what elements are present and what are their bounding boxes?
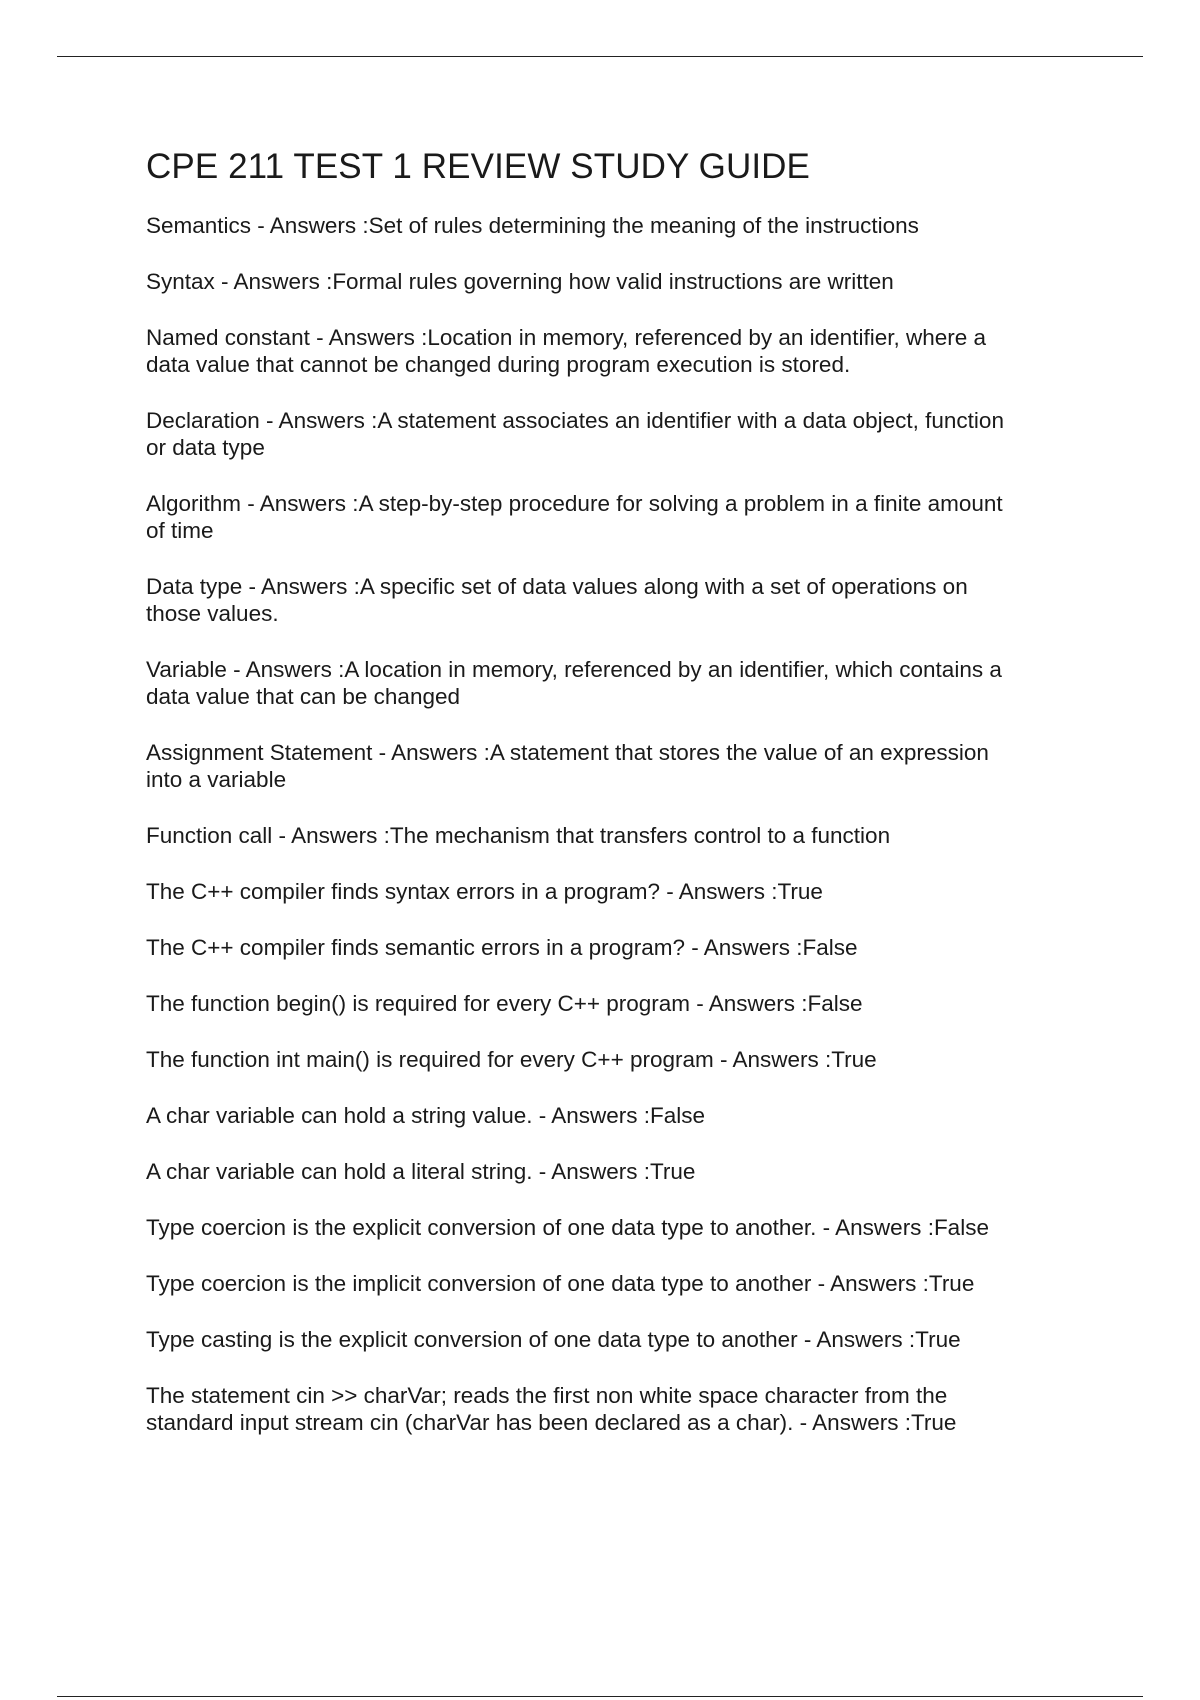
qa-item: Semantics - Answers :Set of rules determining the meaning of the instructions xyxy=(146,213,919,238)
qa-item: Named constant - Answers :Location in memory, referenced by an identifier, where a data value that cannot be changed during program execution is stored. xyxy=(146,325,987,377)
qa-item: Type coercion is the implicit conversion of one data type to another - Answers :True xyxy=(146,1271,975,1296)
qa-item: The function int main() is required for every C++ program - Answers :True xyxy=(146,1047,877,1072)
qa-list xyxy=(146,212,1086,1436)
qa-item: Algorithm - Answers :A step-by-step procedure for solving a problem in a finite amount of time xyxy=(146,491,1003,543)
qa-item: The C++ compiler finds semantic errors in a program? - Answers :False xyxy=(146,935,858,960)
qa-item: The function begin() is required for every C++ program - Answers :False xyxy=(146,991,863,1016)
qa-item: A char variable can hold a literal string. - Answers :True xyxy=(146,1159,696,1184)
qa-item: Function call - Answers :The mechanism that transfers control to a function xyxy=(146,823,891,848)
top-rule xyxy=(57,56,1143,57)
document-title: CPE 211 TEST 1 REVIEW STUDY GUIDE xyxy=(146,147,810,186)
qa-item: A char variable can hold a string value. - Answers :False xyxy=(146,1103,706,1128)
qa-item: Type coercion is the explicit conversion of one data type to another. - Answers :False xyxy=(146,1215,989,1240)
qa-item: Assignment Statement - Answers :A statement that stores the value of an expression into a variable xyxy=(146,740,989,792)
qa-item: Declaration - Answers :A statement associates an identifier with a data object, function or data type xyxy=(146,408,1004,460)
qa-item: The statement cin >> charVar; reads the first non white space character from the standard input stream cin (charVar has been declared as a char). - Answers :True xyxy=(146,1383,957,1435)
qa-item: Data type - Answers :A specific set of data values along with a set of operations on those values. xyxy=(146,574,968,626)
document-body xyxy=(146,142,1086,1465)
bottom-rule xyxy=(57,1696,1143,1697)
qa-item: Variable - Answers :A location in memory, referenced by an identifier, which contains a data value that can be changed xyxy=(146,657,1002,709)
qa-item: The C++ compiler finds syntax errors in a program? - Answers :True xyxy=(146,879,823,904)
qa-item: Type casting is the explicit conversion of one data type to another - Answers :True xyxy=(146,1327,961,1352)
qa-item: Syntax - Answers :Formal rules governing how valid instructions are written xyxy=(146,269,894,294)
